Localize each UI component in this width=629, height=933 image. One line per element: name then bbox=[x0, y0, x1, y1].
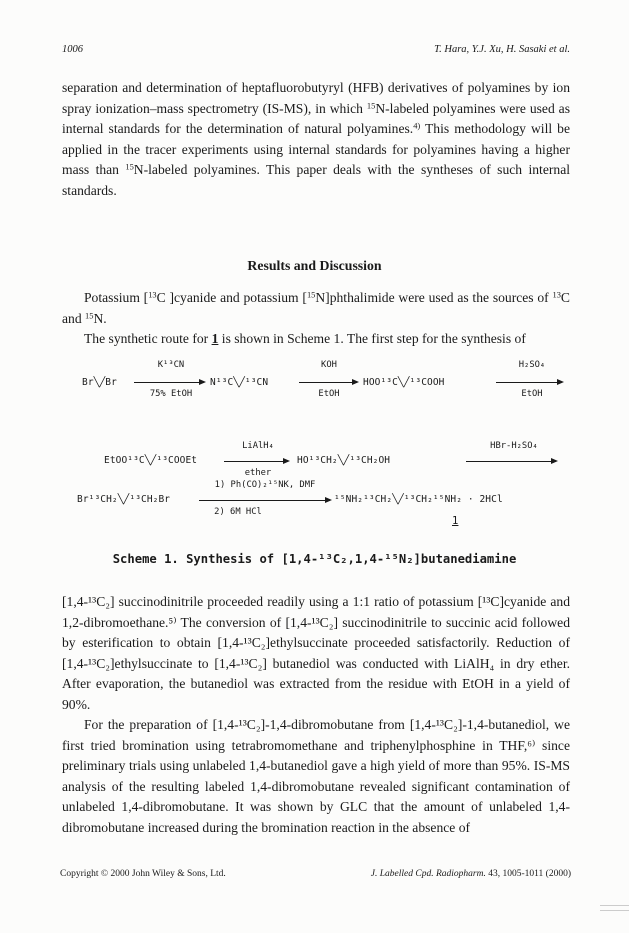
copyright: Copyright © 2000 John Wiley & Sons, Ltd. bbox=[60, 869, 226, 879]
compound-number: 1 bbox=[452, 515, 459, 527]
condition-hcl: 2) 6M HCl bbox=[214, 507, 262, 517]
arrow-2 bbox=[299, 382, 357, 383]
running-header-authors: T. Hara, Y.J. Xu, H. Sasaki et al. bbox=[434, 44, 570, 55]
butanediamine-product: ¹⁵NH₂¹³CH₂╲╱¹³CH₂¹⁵NH₂ · 2HCl bbox=[334, 494, 503, 505]
reagent-hbr-h2so4: HBr-H₂SO₄ bbox=[490, 441, 538, 451]
scan-edge-line bbox=[600, 910, 629, 911]
arrow-1 bbox=[134, 382, 204, 383]
intro-paragraph: separation and determination of heptafluorobutyryl (HFB) derivatives of polyamines by ion spray ionization–mass spectrometry (IS-MS), in which $^{15}$N-labeled polyamines were used as internal standards for the determination of natural polyamines.$^{4)}$ This methodology will be applied in the tracer experiments using internal standards for polyamines having a higher mass than $^{15}$N-labeled polyamines. This paper deals with the syntheses of such internal standards. bbox=[62, 80, 571, 198]
reagent-phthalimide: 1) Ph(CO)₂¹⁵NK, DMF bbox=[214, 480, 316, 490]
reagent-koh: KOH bbox=[321, 360, 337, 370]
journal-citation: J. Labelled Cpd. Radiopharm. 43, 1005-1011 (2000) bbox=[370, 869, 571, 879]
paragraph-succinodinitrile: [1,4-¹³C₂] succinodinitrile proceeded readily using a 1:1 ratio of potassium [¹³C]cyanide and 1,2-dibromoethane.⁵⁾ The conversion of [1,4-¹³C₂] succinodinitrile to succinic acid followed by esterification to obtain [1,4-¹³C₂]ethylsuccinate proceeded satisfactorily. Reduction of [1,4-¹³C₂]ethylsuccinate to [1,4-¹³C₂] butanediol was conducted with LiAlH₄ in dry ether. After evaporation, the butanediol was extracted from the residue with EtOH in a yield of 90%. bbox=[62, 594, 570, 712]
reagent-h2so4: H₂SO₄ bbox=[518, 360, 546, 370]
ethylsuccinate: EtOO¹³C╲╱¹³COOEt bbox=[104, 455, 198, 466]
succinodinitrile: N¹³C╲╱¹³CN bbox=[210, 377, 269, 388]
condition-etoh-1: EtOH bbox=[318, 389, 340, 399]
reagent-lialh4: LiAlH₄ bbox=[242, 441, 274, 451]
dibromobutane: Br¹³CH₂╲╱¹³CH₂Br bbox=[77, 494, 171, 505]
condition-etoh-75: 75% EtOH bbox=[149, 389, 193, 399]
arrow-6 bbox=[199, 500, 330, 501]
butanediol: HO¹³CH₂╲╱¹³CH₂OH bbox=[297, 455, 391, 466]
reagent-kcn: K¹³CN bbox=[157, 360, 185, 370]
succinic-acid: HOO¹³C╲╱¹³COOH bbox=[363, 377, 445, 388]
page-number: 1006 bbox=[62, 44, 83, 55]
scan-edge-line bbox=[600, 905, 629, 906]
paragraph-sources: Potassium [$^{13}$C ]cyanide and potassium [$^{15}$N]phthalimide were used as the sources of $^{13}$C and $^{15}$N. bbox=[62, 289, 570, 326]
condition-etoh-2: EtOH bbox=[521, 389, 543, 399]
scheme-caption: Scheme 1. Synthesis of [1,4-¹³C₂,1,4-¹⁵N₂]butanediamine bbox=[112, 552, 517, 566]
dibromoethane: Br╲╱Br bbox=[82, 377, 117, 388]
paragraph-dibromobutane: For the preparation of [1,4-¹³C₂]-1,4-dibromobutane from [1,4-¹³C₂]-1,4-butanediol, we first tried bromination using tetrabromomethane and triphenylphosphine in THF,⁶⁾ since preliminary trials using unlabeled 1,4-butanediol gave a high yield of more than 95%. IS-MS analysis of the resulting labeled 1,4-dibromobutane revealed significant contamination of unlabeled 1,4-dibromobutane. It was shown by GLC that the amount of unlabeled 1,4-dibromobutane increased during the bromination reaction in the absence of bbox=[62, 717, 570, 835]
condition-ether: ether bbox=[244, 468, 272, 478]
arrow-4 bbox=[224, 461, 288, 462]
arrow-3 bbox=[496, 382, 562, 383]
arrow-5 bbox=[466, 461, 556, 462]
section-heading: Results and Discussion bbox=[247, 258, 382, 273]
paragraph-route: The synthetic route for 1 is shown in Scheme 1. The first step for the synthesis of bbox=[84, 331, 526, 346]
